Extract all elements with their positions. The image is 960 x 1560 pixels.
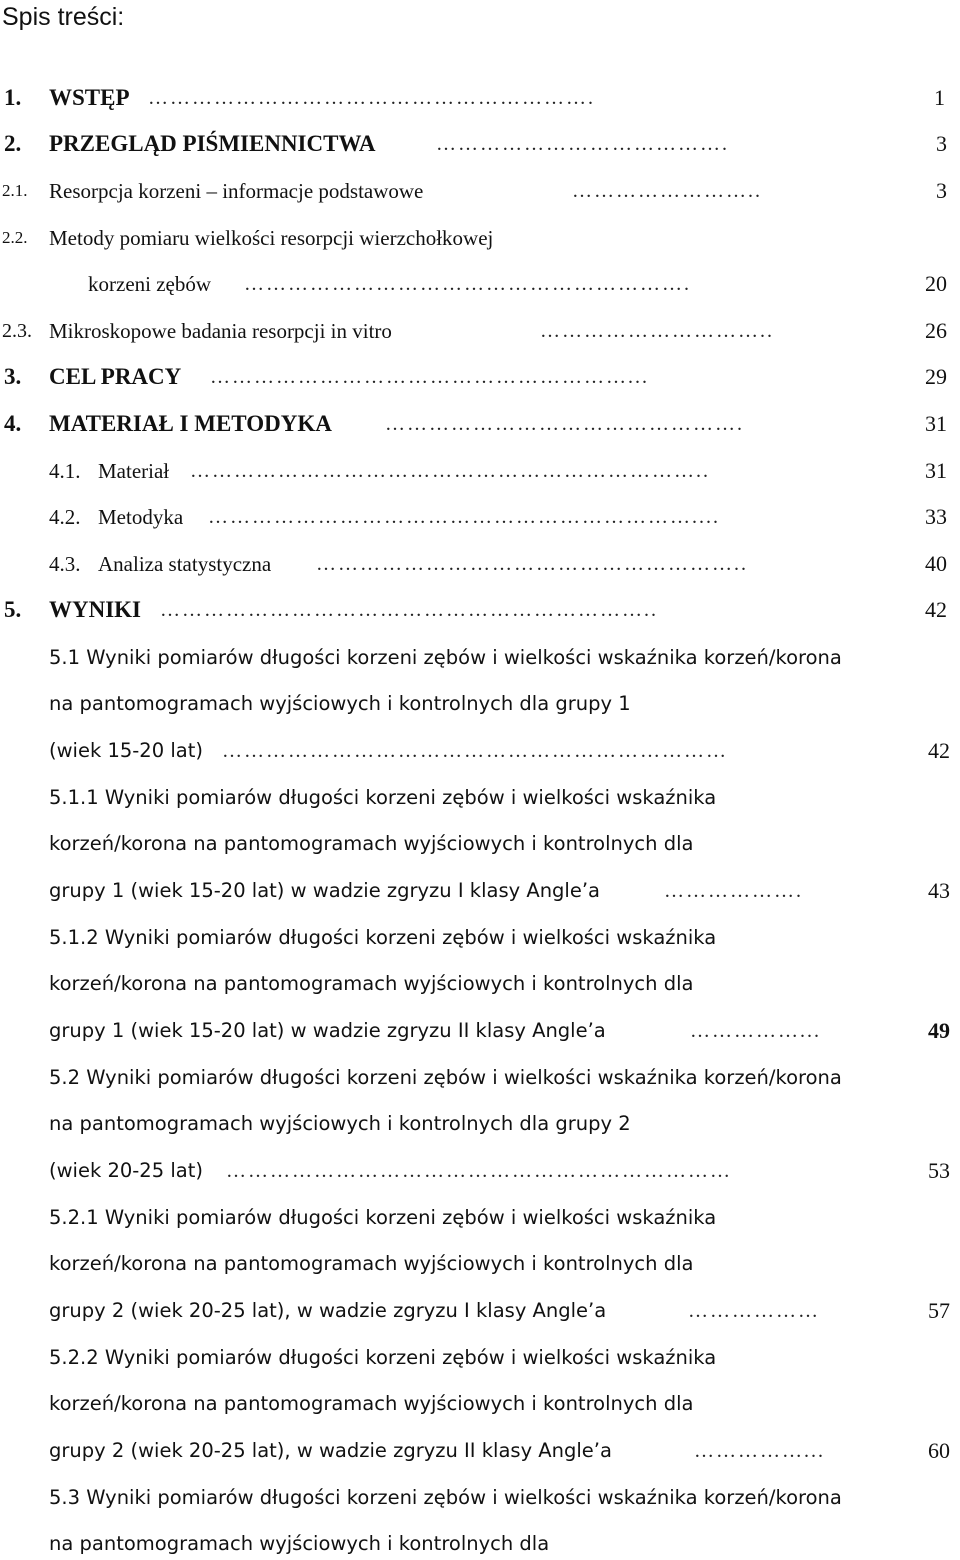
toc-entry-title: korzeń/korona na pantomogramach wyjściowych i kontrolnych dla xyxy=(49,1392,694,1415)
toc-entry-title: 5.2.2 Wyniki pomiarów długości korzeni zębów i wielkości wskaźnika xyxy=(49,1346,717,1369)
toc-entry-leader: ……………... xyxy=(690,1020,821,1042)
toc-entry[interactable] xyxy=(0,361,960,393)
toc-entry-title: na pantomogramach wyjściowych i kontrolnych dla grupy 1 xyxy=(49,692,631,715)
toc-entry-page: 33 xyxy=(925,504,947,529)
toc-entry-continuation[interactable] xyxy=(0,1295,960,1327)
toc-entry-title: Analiza statystyczna xyxy=(98,552,272,576)
toc-entry-page: 42 xyxy=(928,738,950,763)
toc-entry-title: grupy 2 (wiek 20-25 lat), w wadzie zgryzu I klasy Angle’a xyxy=(49,1299,607,1322)
toc-entry[interactable] xyxy=(0,1062,960,1094)
toc-entry-leader: …………………………………………………... xyxy=(210,366,649,388)
toc-entry-title: grupy 2 (wiek 20-25 lat), w wadzie zgryzu II klasy Angle’a xyxy=(49,1439,612,1462)
toc-entry-title: Metody pomiaru wielkości resorpcji wierzchołkowej xyxy=(49,226,494,250)
toc-entry[interactable] xyxy=(0,408,960,440)
toc-entry-page: 42 xyxy=(925,597,947,622)
toc-entry-title: WSTĘP xyxy=(49,85,130,110)
toc-entry-leader: ………………………………………………………….... xyxy=(208,506,720,528)
toc-entry-leader: …………………….. xyxy=(572,180,762,202)
toc-entry-title: MATERIAŁ I METODYKA xyxy=(49,411,332,436)
toc-entry-title: 5.2 Wyniki pomiarów długości korzeni zębów i wielkości wskaźnika korzeń/korona xyxy=(49,1066,842,1089)
toc-entry-page: 3 xyxy=(936,178,947,203)
toc-entry-title: (wiek 20-25 lat) xyxy=(49,1159,203,1182)
toc-entry-title: Materiał xyxy=(98,459,170,483)
toc-entry-page: 40 xyxy=(925,551,947,576)
toc-entry-page: 1 xyxy=(934,85,945,110)
toc-entry-leader: ………………………….. xyxy=(540,320,774,342)
toc-entry[interactable] xyxy=(0,501,960,533)
toc-entry-page: 49 xyxy=(928,1018,950,1043)
toc-entry-leader: ………………. xyxy=(664,880,803,902)
toc-entry-number: 4. xyxy=(4,411,22,436)
toc-entry-number: 5. xyxy=(4,597,22,622)
toc-entry-page: 26 xyxy=(925,318,947,343)
toc-entry-number: 4.1. xyxy=(49,459,81,483)
toc-entry-page: 31 xyxy=(925,458,947,483)
toc-heading: Spis treści: xyxy=(2,3,125,31)
toc-entry-number: 4.2. xyxy=(49,505,81,529)
toc-entry-title: Resorpcja korzeni – informacje podstawowe xyxy=(49,179,424,203)
toc-entry-leader: …………………………………. xyxy=(436,133,729,155)
toc-entry-title: WYNIKI xyxy=(49,597,142,622)
toc-entry-title: Mikroskopowe badania resorpcji in vitro xyxy=(49,319,392,343)
toc-entry-continuation[interactable] xyxy=(0,735,960,767)
toc-entry-leader: ………………………………………………….. xyxy=(316,553,748,575)
toc-entry-continuation[interactable] xyxy=(0,688,960,720)
toc-entry[interactable] xyxy=(0,922,960,954)
toc-entry-title: 5.1.1 Wyniki pomiarów długości korzeni zębów i wielkości wskaźnika xyxy=(49,786,717,809)
toc-entry-title: (wiek 15-20 lat) xyxy=(49,739,203,762)
toc-entry-page: 43 xyxy=(928,878,950,903)
toc-entry-continuation[interactable] xyxy=(0,268,960,300)
toc-entry[interactable] xyxy=(0,315,960,347)
toc-entry[interactable] xyxy=(0,82,960,114)
toc-entry[interactable] xyxy=(0,1342,960,1374)
toc-entry-leader: ……………………………………………………. xyxy=(244,273,691,295)
toc-entry-number: 3. xyxy=(4,364,22,389)
toc-entry-title: PRZEGLĄD PIŚMIENNICTWA xyxy=(49,131,376,156)
toc-entry-continuation[interactable] xyxy=(0,1108,960,1140)
toc-entry-continuation[interactable] xyxy=(0,1435,960,1467)
toc-entry-continuation[interactable] xyxy=(0,875,960,907)
toc-entry[interactable] xyxy=(0,175,960,207)
toc-entry-title: 5.1.2 Wyniki pomiarów długości korzeni zębów i wielkości wskaźnika xyxy=(49,926,717,949)
toc-entry-leader: ……………………………………………………. xyxy=(148,87,595,109)
toc-entry-leader: …………………………………………. xyxy=(385,413,744,435)
toc-entry-page: 29 xyxy=(925,364,947,389)
toc-entry-title: korzeń/korona na pantomogramach wyjściowych i kontrolnych dla xyxy=(49,972,694,995)
toc-entry-title: CEL PRACY xyxy=(49,364,182,389)
toc-entry-continuation[interactable] xyxy=(0,1388,960,1420)
toc-entry[interactable] xyxy=(0,548,960,580)
toc-entry-title: korzeń/korona na pantomogramach wyjściowych i kontrolnych dla xyxy=(49,832,694,855)
toc-entry-continuation[interactable] xyxy=(0,968,960,1000)
toc-entry[interactable] xyxy=(0,128,960,160)
toc-entry-title: grupy 1 (wiek 15-20 lat) w wadzie zgryzu II klasy Angle’a xyxy=(49,1019,606,1042)
toc-entry-title: na pantomogramach wyjściowych i kontrolnych dla grupy 2 xyxy=(49,1112,631,1135)
toc-entry-leader: ………………………………………………………….. xyxy=(160,599,658,621)
toc-entry-page: 53 xyxy=(928,1158,950,1183)
toc-entry[interactable] xyxy=(0,594,960,626)
toc-entry-title: grupy 1 (wiek 15-20 lat) w wadzie zgryzu I klasy Angle’a xyxy=(49,879,600,902)
toc-entry-number: 1. xyxy=(4,85,22,110)
toc-entry-leader: …………………………………………………………….. xyxy=(190,460,710,482)
toc-entry-title: na pantomogramach wyjściowych i kontrolnych dla xyxy=(49,1532,550,1555)
toc-entry[interactable] xyxy=(0,455,960,487)
toc-entry-number: 4.3. xyxy=(49,552,81,576)
toc-entry-title: 5.3 Wyniki pomiarów długości korzeni zębów i wielkości wskaźnika korzeń/korona xyxy=(49,1486,842,1509)
toc-entry[interactable] xyxy=(0,222,960,254)
toc-entry-leader: ……………... xyxy=(694,1440,825,1462)
toc-entry-continuation[interactable] xyxy=(0,1015,960,1047)
toc-entry-leader: …………………………………………………………… xyxy=(222,740,728,762)
toc-entry-leader: ……………… xyxy=(688,1300,820,1322)
toc-entry-number: 2.1. xyxy=(2,181,28,200)
toc-entry[interactable] xyxy=(0,782,960,814)
toc-entry[interactable] xyxy=(0,1202,960,1234)
toc-entry-page: 57 xyxy=(928,1298,950,1323)
toc-entry-page: 60 xyxy=(928,1438,950,1463)
toc-entry-continuation[interactable] xyxy=(0,828,960,860)
toc-entry-page: 3 xyxy=(936,131,947,156)
toc-entry[interactable] xyxy=(0,1482,960,1514)
toc-entry-title: korzeni zębów xyxy=(88,272,212,296)
toc-entry-leader: …………………………………………………………… xyxy=(226,1160,732,1182)
toc-entry-continuation[interactable] xyxy=(0,1155,960,1187)
toc-entry-title: Metodyka xyxy=(98,505,184,529)
toc-entry-number: 2.3. xyxy=(2,320,32,342)
toc-entry-number: 2.2. xyxy=(2,228,28,247)
toc-entry-title: 5.2.1 Wyniki pomiarów długości korzeni zębów i wielkości wskaźnika xyxy=(49,1206,717,1229)
toc-entry-title: korzeń/korona na pantomogramach wyjściowych i kontrolnych dla xyxy=(49,1252,694,1275)
toc-entry-continuation[interactable] xyxy=(0,1528,960,1560)
toc-entry-page: 31 xyxy=(925,411,947,436)
toc-entry[interactable] xyxy=(0,642,960,674)
toc-entry-page: 20 xyxy=(925,271,947,296)
toc-entry-continuation[interactable] xyxy=(0,1248,960,1280)
toc-entry-number: 2. xyxy=(4,131,22,156)
toc-entry-title: 5.1 Wyniki pomiarów długości korzeni zębów i wielkości wskaźnika korzeń/korona xyxy=(49,646,842,669)
